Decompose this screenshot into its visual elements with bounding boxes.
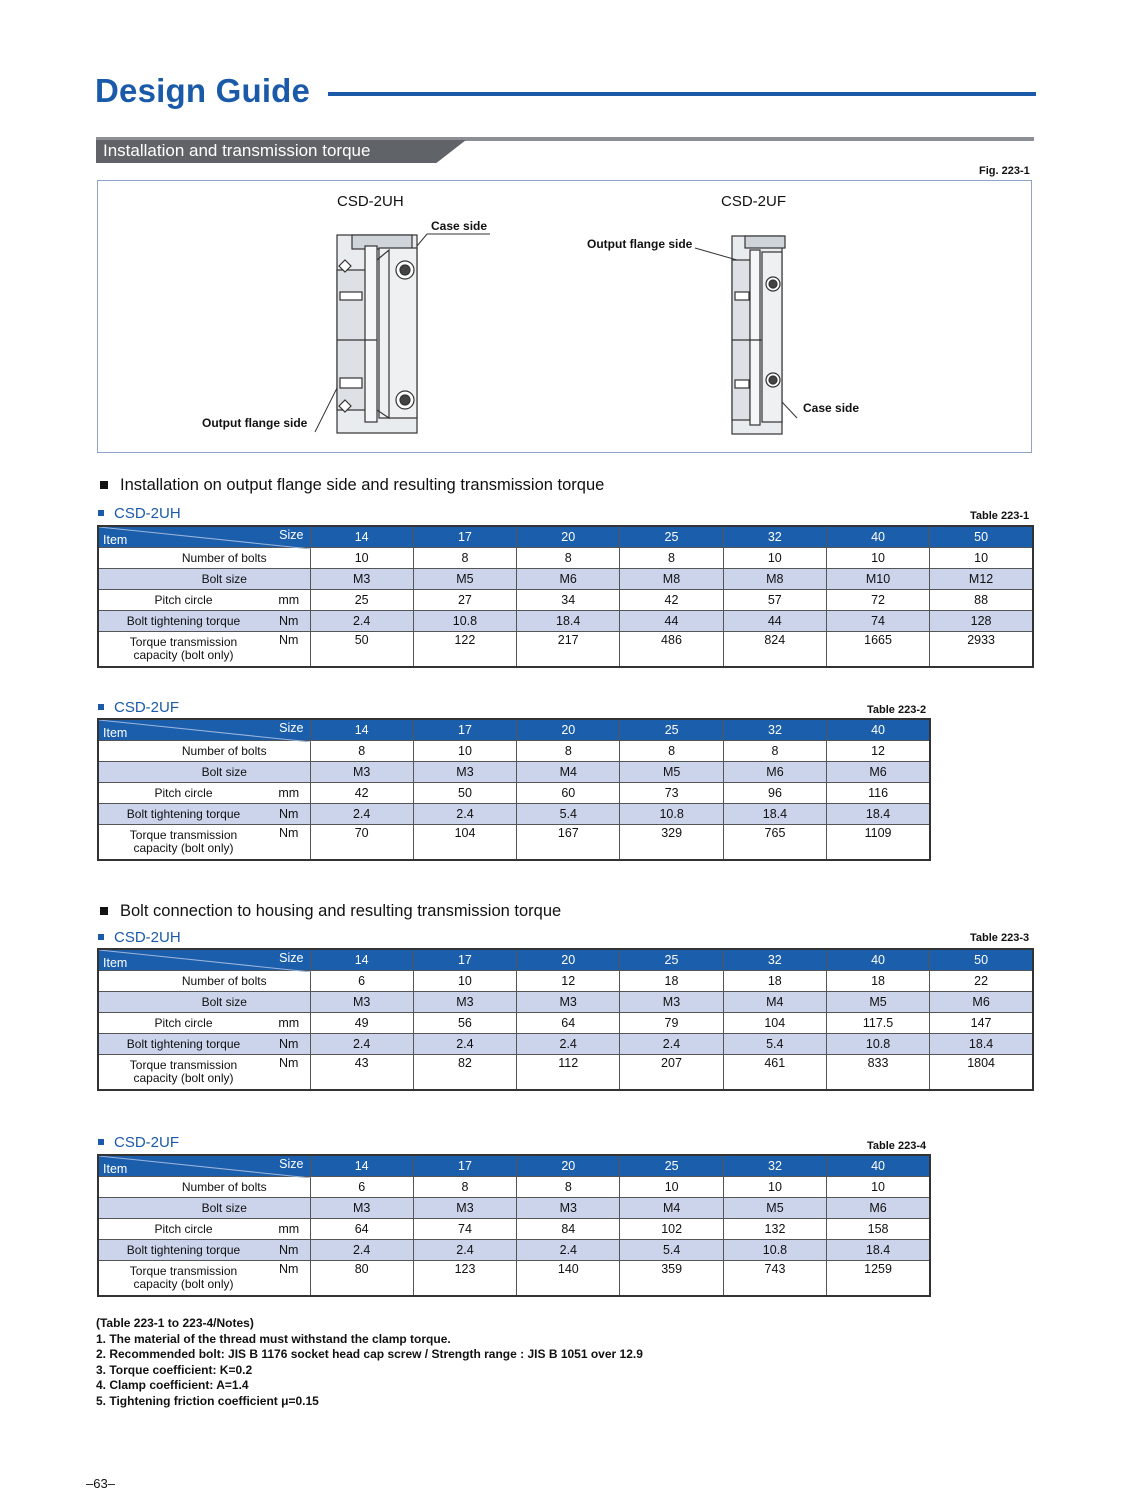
table-cell: 8 <box>620 741 723 762</box>
row-unit: Nm <box>268 632 310 668</box>
table-cell: M4 <box>723 992 826 1013</box>
table-cell: M3 <box>517 992 620 1013</box>
table-cell: M5 <box>620 762 723 783</box>
size-header-cell: 40 <box>827 719 930 741</box>
section-heading-text: Installation on output flange side and resulting transmission torque <box>120 476 605 494</box>
row-unit: Nm <box>268 1240 310 1261</box>
table-subtitle-text: CSD-2UF <box>114 1134 180 1151</box>
table-cell: 44 <box>620 611 723 632</box>
size-header-cell: 50 <box>930 526 1033 548</box>
size-header-cell: 14 <box>310 719 413 741</box>
table-cell: 104 <box>723 1013 826 1034</box>
table-cell: 10 <box>827 1177 930 1198</box>
table-cell: M4 <box>620 1198 723 1219</box>
row-torque-capacity <box>98 632 1033 668</box>
table-cell: M6 <box>930 992 1033 1013</box>
size-header-label: Size <box>279 1157 304 1171</box>
table-cell: 2.4 <box>413 804 516 825</box>
row-unit: Nm <box>268 611 310 632</box>
row-label: Number of bolts <box>98 1177 310 1198</box>
row-number-of-bolts <box>98 971 1033 992</box>
row-label: Bolt tightening torque <box>98 804 268 825</box>
table-subtitle-text: CSD-2UH <box>114 929 181 946</box>
table-cell: 217 <box>517 632 620 668</box>
table-cell: 112 <box>517 1055 620 1091</box>
table-cell: M5 <box>826 992 929 1013</box>
table-subtitle-text: CSD-2UH <box>114 505 181 522</box>
table-corner-cell <box>98 949 310 971</box>
table-cell: 18 <box>620 971 723 992</box>
row-label: Pitch circle <box>98 1219 268 1240</box>
table-cell: M3 <box>620 992 723 1013</box>
table-cell: 64 <box>310 1219 413 1240</box>
notes-title: (Table 223-1 to 223-4/Notes) <box>96 1316 254 1330</box>
table-label: Table 223-2 <box>867 704 927 716</box>
table-cell: 18.4 <box>930 1034 1033 1055</box>
table-cell: 102 <box>620 1219 723 1240</box>
row-label: Bolt tightening torque <box>98 1240 268 1261</box>
row-unit: Nm <box>268 1055 310 1091</box>
table-cell: M3 <box>517 1198 620 1219</box>
table-cell: M12 <box>930 569 1033 590</box>
table-cell: 80 <box>310 1261 413 1297</box>
size-header-cell: 25 <box>620 949 723 971</box>
note-item: 4. Clamp coefficient: A=1.4 <box>96 1378 249 1393</box>
table-cell: M5 <box>413 569 516 590</box>
csd-2uf-figure-title: CSD-2UF <box>721 193 787 210</box>
table-cell: 6 <box>310 971 413 992</box>
row-bolt-torque <box>98 804 930 825</box>
table-cell: 43 <box>310 1055 413 1091</box>
row-label-line: capacity (bolt only) <box>133 648 234 662</box>
notes <box>96 1316 643 1410</box>
table-subtitle <box>96 929 181 946</box>
table-cell: 6 <box>310 1177 413 1198</box>
row-label: Pitch circle <box>98 590 268 611</box>
size-header-cell: 32 <box>723 526 826 548</box>
table-cell: 10 <box>826 548 929 569</box>
csd-2uh-output-flange-label: Output flange side <box>202 416 308 430</box>
table-subtitle <box>96 1134 179 1151</box>
row-label: Bolt size <box>98 1198 310 1219</box>
table-subtitle <box>96 699 179 716</box>
torque-table <box>97 948 1034 1091</box>
table-cell: M10 <box>826 569 929 590</box>
row-unit: Nm <box>268 1034 310 1055</box>
size-header-cell: 14 <box>310 526 413 548</box>
size-header-cell: 14 <box>310 1155 413 1177</box>
row-pitch-circle <box>98 590 1033 611</box>
csd-2uf-cross-section <box>732 236 785 434</box>
page-number: –63– <box>86 1476 115 1491</box>
row-unit: Nm <box>268 825 310 861</box>
table-cell: 2.4 <box>310 1034 413 1055</box>
row-label-line: Torque transmission <box>129 828 238 842</box>
table-cell: 10.8 <box>413 611 516 632</box>
table-label: Table 223-1 <box>970 510 1030 522</box>
table-cell: 329 <box>620 825 723 861</box>
table-header-row <box>98 1155 930 1177</box>
table-cell: 147 <box>930 1013 1033 1034</box>
figure-label: Fig. 223-1 <box>979 165 1030 177</box>
table-cell: 10 <box>723 1177 826 1198</box>
size-header-cell: 50 <box>930 949 1033 971</box>
size-header-cell: 40 <box>826 526 929 548</box>
table-cell: M3 <box>413 992 516 1013</box>
table-cell: 18.4 <box>723 804 826 825</box>
row-number-of-bolts <box>98 1177 930 1198</box>
item-header-label: Item <box>103 1162 128 1176</box>
table-cell: 70 <box>310 825 413 861</box>
row-torque-capacity <box>98 1261 930 1297</box>
table-cell: 64 <box>517 1013 620 1034</box>
row-bolt-torque <box>98 611 1033 632</box>
table-cell: 833 <box>826 1055 929 1091</box>
table-cell: 123 <box>413 1261 516 1297</box>
row-torque-capacity <box>98 1055 1033 1091</box>
row-label-line: Torque transmission <box>129 1058 238 1072</box>
table-cell: 128 <box>930 611 1033 632</box>
table-cell: 8 <box>517 1177 620 1198</box>
section-heading <box>96 476 604 495</box>
table-cell: 5.4 <box>517 804 620 825</box>
row-unit: Nm <box>268 804 310 825</box>
row-label: Bolt size <box>98 569 310 590</box>
item-header-label: Item <box>103 726 128 740</box>
page-title: Design Guide <box>95 72 311 109</box>
table-cell: 96 <box>723 783 826 804</box>
table-cell: 743 <box>723 1261 826 1297</box>
table-cell: 167 <box>517 825 620 861</box>
torque-table <box>97 525 1034 668</box>
row-number-of-bolts <box>98 741 930 762</box>
note-item: 5. Tightening friction coefficient μ=0.15 <box>96 1393 319 1408</box>
size-header-cell: 25 <box>620 526 723 548</box>
table-cell: 10 <box>930 548 1033 569</box>
item-header-label: Item <box>103 956 128 970</box>
table-cell: 359 <box>620 1261 723 1297</box>
table-cell: 50 <box>310 632 413 668</box>
size-header-cell: 40 <box>826 949 929 971</box>
table-cell: 56 <box>413 1013 516 1034</box>
size-header-cell: 17 <box>413 949 516 971</box>
size-header-cell: 20 <box>517 526 620 548</box>
torque-table <box>97 718 931 861</box>
table-cell: 10 <box>413 971 516 992</box>
row-label <box>98 1261 268 1297</box>
table-cell: 8 <box>413 548 516 569</box>
table-cell: 18 <box>723 971 826 992</box>
table-cell: 2.4 <box>620 1034 723 1055</box>
table-cell: 10 <box>723 548 826 569</box>
size-header-cell: 32 <box>723 1155 826 1177</box>
table-corner-cell <box>98 1155 310 1177</box>
csd-2uh-cross-section <box>337 235 417 433</box>
table-label: Table 223-3 <box>970 932 1030 944</box>
size-header-cell: 25 <box>620 1155 723 1177</box>
size-header-cell: 20 <box>517 1155 620 1177</box>
table-cell: M8 <box>620 569 723 590</box>
row-label: Bolt tightening torque <box>98 1034 268 1055</box>
row-bolt-torque <box>98 1240 930 1261</box>
row-unit: mm <box>268 590 310 611</box>
row-label: Pitch circle <box>98 783 268 804</box>
table-cell: 1259 <box>827 1261 930 1297</box>
table-cell: 10 <box>620 1177 723 1198</box>
table-cell: 10 <box>310 548 413 569</box>
note-item: 2. Recommended bolt: JIS B 1176 socket head cap screw / Strength range : JIS B 1051 over 12.9 <box>96 1347 643 1362</box>
table-cell: 18 <box>826 971 929 992</box>
csd-2uf-output-flange-label: Output flange side <box>587 237 693 251</box>
table-cell: 8 <box>620 548 723 569</box>
table-cell: 72 <box>826 590 929 611</box>
row-label <box>98 1055 268 1091</box>
table-cell: M6 <box>517 569 620 590</box>
table-cell: 158 <box>827 1219 930 1240</box>
table-cell: 74 <box>826 611 929 632</box>
table-cell: 49 <box>310 1013 413 1034</box>
table-cell: 10.8 <box>620 804 723 825</box>
table-cell: 5.4 <box>723 1034 826 1055</box>
table-subtitle-text: CSD-2UF <box>114 699 180 716</box>
table-cell: 8 <box>723 741 826 762</box>
table-cell: 12 <box>517 971 620 992</box>
row-label: Number of bolts <box>98 741 310 762</box>
size-header-cell: 17 <box>413 719 516 741</box>
table-cell: 10 <box>413 741 516 762</box>
size-header-cell: 17 <box>413 526 516 548</box>
table-header-row <box>98 719 930 741</box>
row-label-line: capacity (bolt only) <box>133 1277 234 1291</box>
table-cell: M3 <box>413 1198 516 1219</box>
row-label: Bolt size <box>98 762 310 783</box>
table-cell: 140 <box>517 1261 620 1297</box>
size-header-cell: 40 <box>827 1155 930 1177</box>
table-cell: 82 <box>413 1055 516 1091</box>
table-cell: 8 <box>310 741 413 762</box>
torque-table <box>97 1154 931 1297</box>
table-cell: 42 <box>310 783 413 804</box>
table-cell: 2.4 <box>517 1240 620 1261</box>
size-header-cell: 20 <box>517 719 620 741</box>
figure-drawing <box>97 180 1032 453</box>
note-item: 1. The material of the thread must withstand the clamp torque. <box>96 1331 451 1346</box>
table-corner-cell <box>98 526 310 548</box>
table-header-row <box>98 949 1033 971</box>
row-unit: mm <box>268 1013 310 1034</box>
table-cell: M6 <box>827 1198 930 1219</box>
table-cell: 486 <box>620 632 723 668</box>
row-pitch-circle <box>98 783 930 804</box>
row-number-of-bolts <box>98 548 1033 569</box>
table-cell: M3 <box>413 762 516 783</box>
table-cell: 57 <box>723 590 826 611</box>
table-cell: 104 <box>413 825 516 861</box>
table-subtitle <box>96 505 181 522</box>
table-cell: 2.4 <box>310 611 413 632</box>
title-rule <box>328 92 1036 96</box>
table-cell: 1665 <box>826 632 929 668</box>
row-unit: mm <box>268 1219 310 1240</box>
section-heading <box>96 902 561 921</box>
table-cell: 2.4 <box>413 1034 516 1055</box>
table-cell: M3 <box>310 569 413 590</box>
table-label: Table 223-4 <box>867 1140 927 1152</box>
size-header-cell: 32 <box>723 949 826 971</box>
table-cell: 18.4 <box>517 611 620 632</box>
row-bolt-size <box>98 762 930 783</box>
table-cell: 8 <box>413 1177 516 1198</box>
table-cell: 18.4 <box>827 1240 930 1261</box>
size-header-cell: 14 <box>310 949 413 971</box>
table-cell: 1804 <box>930 1055 1033 1091</box>
table-cell: 117.5 <box>826 1013 929 1034</box>
csd-2uh-case-side-label: Case side <box>431 219 488 233</box>
table-cell: 10.8 <box>723 1240 826 1261</box>
table-cell: 79 <box>620 1013 723 1034</box>
table-cell: 25 <box>310 590 413 611</box>
size-header-cell: 25 <box>620 719 723 741</box>
row-label-line: capacity (bolt only) <box>133 841 234 855</box>
table-cell: 10.8 <box>826 1034 929 1055</box>
size-header-cell: 20 <box>517 949 620 971</box>
row-bolt-size <box>98 992 1033 1013</box>
row-label-line: Torque transmission <box>129 635 238 649</box>
row-label <box>98 825 268 861</box>
table-cell: 122 <box>413 632 516 668</box>
table-cell: 461 <box>723 1055 826 1091</box>
table-cell: 132 <box>723 1219 826 1240</box>
table-cell: 765 <box>723 825 826 861</box>
row-label: Bolt size <box>98 992 310 1013</box>
row-label: Number of bolts <box>98 548 310 569</box>
table-cell: 88 <box>930 590 1033 611</box>
table-cell: 1109 <box>827 825 930 861</box>
table-cell: 60 <box>517 783 620 804</box>
table-cell: 18.4 <box>827 804 930 825</box>
size-header-cell: 17 <box>413 1155 516 1177</box>
size-header-label: Size <box>279 951 304 965</box>
table-cell: M8 <box>723 569 826 590</box>
table-cell: 207 <box>620 1055 723 1091</box>
table-cell: 34 <box>517 590 620 611</box>
table-cell: M6 <box>827 762 930 783</box>
row-unit: mm <box>268 783 310 804</box>
table-cell: 8 <box>517 548 620 569</box>
item-header-label: Item <box>103 533 128 547</box>
row-label: Pitch circle <box>98 1013 268 1034</box>
row-bolt-size <box>98 569 1033 590</box>
table-cell: M3 <box>310 1198 413 1219</box>
table-cell: 2.4 <box>413 1240 516 1261</box>
note-item: 3. Torque coefficient: K=0.2 <box>96 1362 253 1377</box>
table-cell: M3 <box>310 762 413 783</box>
row-unit: Nm <box>268 1261 310 1297</box>
table-corner-cell <box>98 719 310 741</box>
row-torque-capacity <box>98 825 930 861</box>
size-header-cell: 32 <box>723 719 826 741</box>
table-cell: 44 <box>723 611 826 632</box>
table-cell: M6 <box>723 762 826 783</box>
table-cell: 74 <box>413 1219 516 1240</box>
table-cell: 22 <box>930 971 1033 992</box>
row-label <box>98 632 268 668</box>
csd-2uf-case-side-label: Case side <box>803 401 860 415</box>
row-bolt-size <box>98 1198 930 1219</box>
row-pitch-circle <box>98 1013 1033 1034</box>
table-cell: 2.4 <box>310 804 413 825</box>
table-cell: 50 <box>413 783 516 804</box>
row-pitch-circle <box>98 1219 930 1240</box>
table-cell: 5.4 <box>620 1240 723 1261</box>
size-header-label: Size <box>279 721 304 735</box>
row-label-line: capacity (bolt only) <box>133 1071 234 1085</box>
table-header-row <box>98 526 1033 548</box>
table-cell: M5 <box>723 1198 826 1219</box>
table-cell: M4 <box>517 762 620 783</box>
table-cell: 42 <box>620 590 723 611</box>
table-cell: 27 <box>413 590 516 611</box>
table-cell: 2.4 <box>517 1034 620 1055</box>
table-cell: M3 <box>310 992 413 1013</box>
table-cell: 12 <box>827 741 930 762</box>
table-cell: 116 <box>827 783 930 804</box>
size-header-label: Size <box>279 528 304 542</box>
row-bolt-torque <box>98 1034 1033 1055</box>
csd-2uh-figure-title: CSD-2UH <box>337 193 404 210</box>
table-cell: 824 <box>723 632 826 668</box>
section-banner-text: Installation and transmission torque <box>103 141 371 160</box>
section-heading-text: Bolt connection to housing and resulting transmission torque <box>120 902 562 920</box>
row-label: Bolt tightening torque <box>98 611 268 632</box>
table-cell: 8 <box>517 741 620 762</box>
table-cell: 2933 <box>930 632 1033 668</box>
table-cell: 73 <box>620 783 723 804</box>
table-cell: 2.4 <box>310 1240 413 1261</box>
row-label-line: Torque transmission <box>129 1264 238 1278</box>
table-cell: 84 <box>517 1219 620 1240</box>
row-label: Number of bolts <box>98 971 310 992</box>
